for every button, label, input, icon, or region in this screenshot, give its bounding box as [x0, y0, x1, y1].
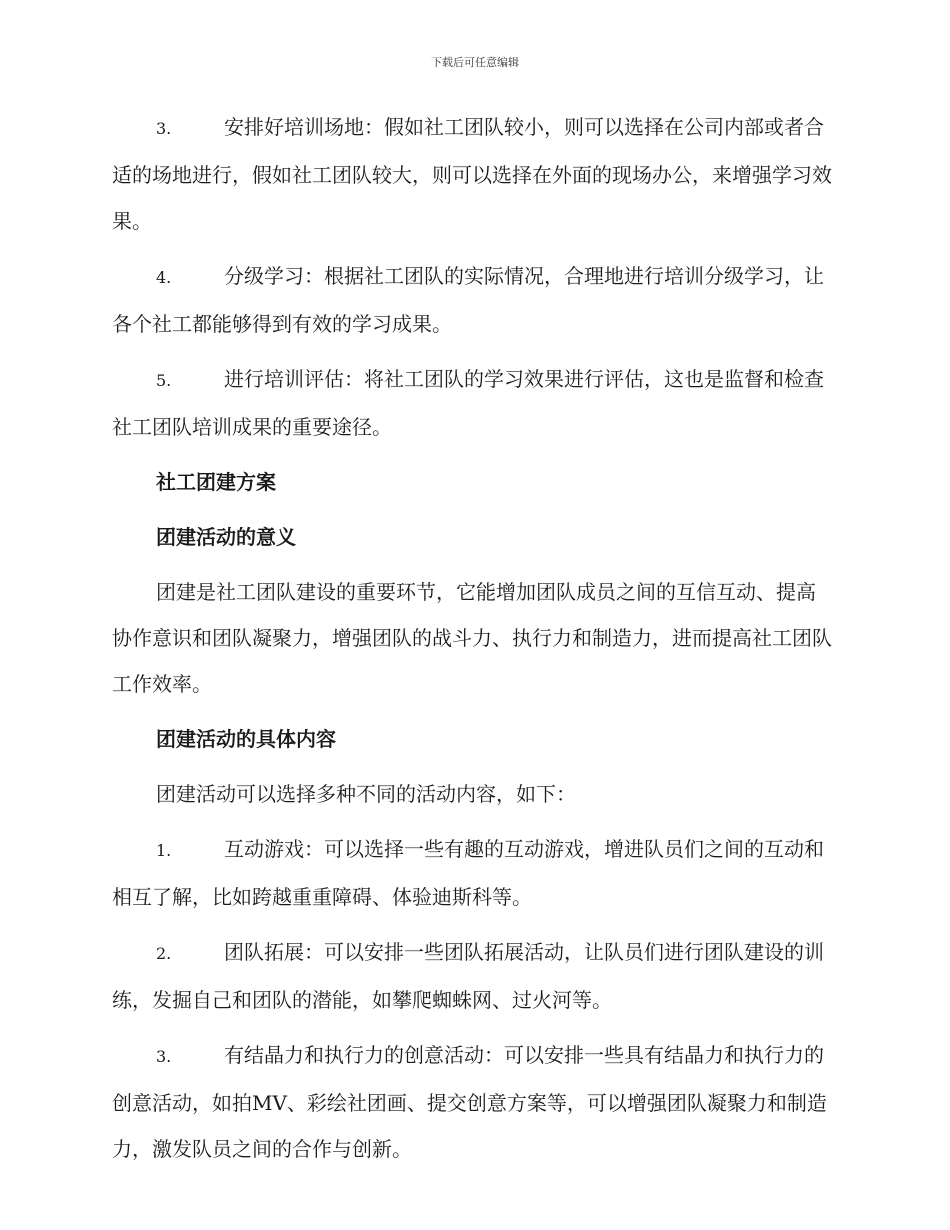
paragraph-meaning: 团建是社工团队建设的重要环节，它能增加团队成员之间的互信互动、提高协作意识和团队凝聚力，增强团队的战斗力、执行力和制造力，进而提高社工团队工作效率。 — [112, 580, 832, 696]
list-number: 3. — [156, 1047, 172, 1066]
list-item — [112, 356, 834, 450]
section-title: 社工团建方案 — [156, 470, 276, 494]
list-item — [112, 1032, 834, 1172]
list-text: 团队拓展：可以安排一些团队拓展活动，让队员们进行团队建设的训练，发掘自己和团队的潜能，如攀爬蜘蛛网、过火河等。 — [112, 940, 824, 1012]
paragraph-content-intro: 团建活动可以选择多种不同的活动内容，如下： — [156, 782, 576, 806]
list-text: 有结晶力和执行力的创意活动：可以安排一些具有结晶力和执行力的创意活动，如拍MV、彩绘社团画、提交创意方案等，可以增强团队凝聚力和制造力，激发队员之间的合作与创新。 — [112, 1043, 827, 1161]
list-text: 分级学习：根据社工团队的实际情况，合理地进行培训分级学习，让各个社工都能够得到有效的学习成果。 — [112, 264, 824, 336]
list-text: 进行培训评估：将社工团队的学习效果进行评估，这也是监督和检查社工团队培训成果的重要途径。 — [112, 367, 824, 439]
list-number: 5. — [156, 371, 172, 390]
list-number: 1. — [156, 841, 172, 860]
heading-content: 团建活动的具体内容 — [156, 727, 336, 751]
list-text: 互动游戏：可以选择一些有趣的互动游戏，增进队员们之间的互动和相互了解，比如跨越重重障碍、体验迪斯科等。 — [112, 837, 824, 909]
list-item — [112, 253, 834, 347]
page-header: 下载后可任意编辑 — [431, 56, 519, 69]
document-body — [112, 104, 834, 1181]
list-number: 3. — [156, 119, 172, 138]
heading-meaning: 团建活动的意义 — [156, 525, 296, 549]
list-text: 安排好培训场地：假如社工团队较小，则可以选择在公司内部或者合适的场地进行，假如社工团队较大，则可以选择在外面的现场办公，来增强学习效果。 — [112, 115, 832, 233]
list-number: 4. — [156, 268, 172, 287]
list-item — [112, 929, 834, 1023]
list-item — [112, 826, 834, 920]
list-item — [112, 104, 834, 244]
list-number: 2. — [156, 944, 172, 963]
